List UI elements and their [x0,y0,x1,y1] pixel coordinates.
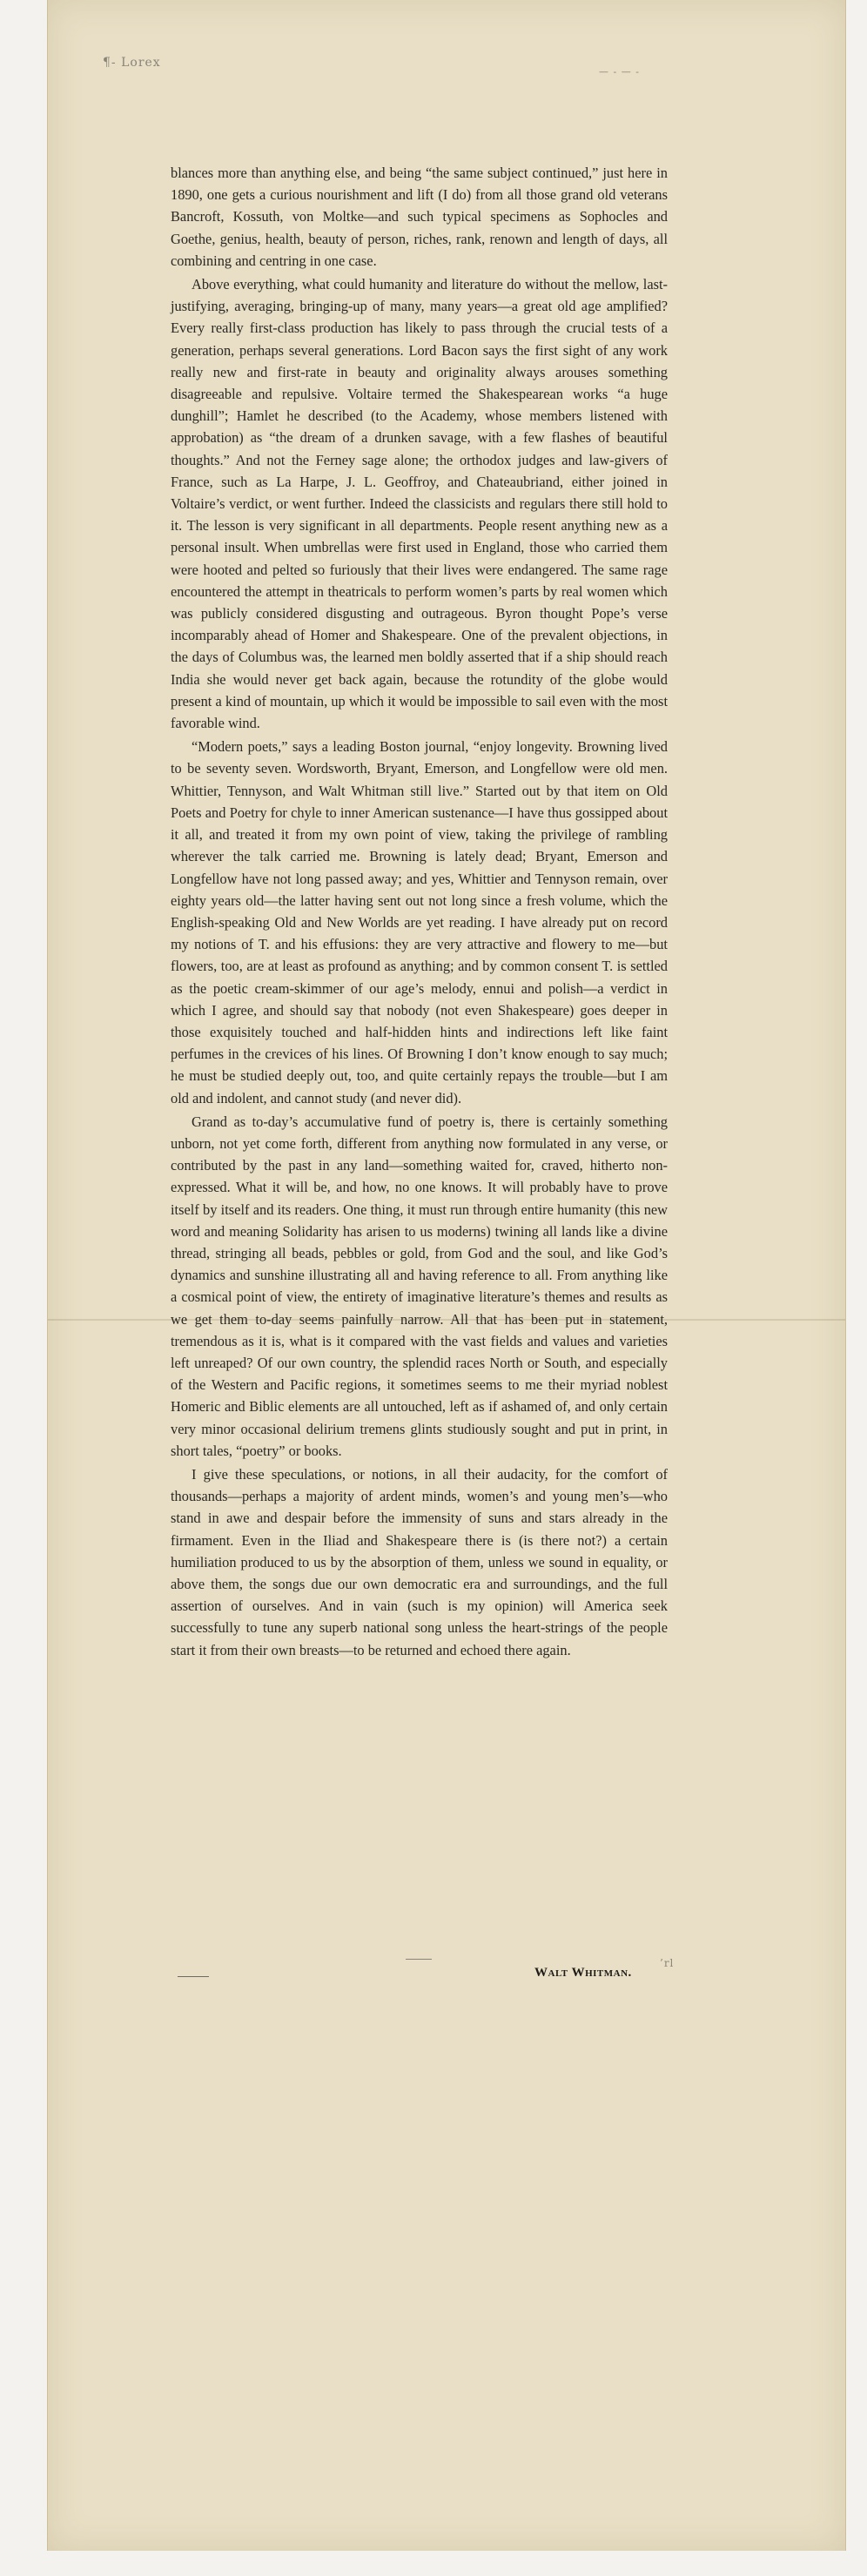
ink-dash-middle [406,1959,432,1960]
paragraph-3: “Modern poets,” says a leading Boston journal, “enjoy longevity. Browning lived to be seventy seven. Wordsworth, Bryant, Emerson, and Longfellow were old men. Whittier, Tennyson, and Walt Whitman still live.” Started out by that item on Old Poets and Poetry for chyle to inner American sustenance—I have thus gossipped about it all, and treated it from my own point of view, taking the privilege of rambling wherever the talk carried me. Browning is lately dead; Bryant, Emerson and Longfellow have not long passed away; and yes, Whittier and Tennyson remain, over eighty years old—the latter having sent out not long since a fresh volume, which the English-speaking Old and New Worlds are yet reading. I have already put on record my notions of T. and his effusions: they are very attractive and flowery to me—but flowers, too, are at least as profound as anything; and by common consent T. is settled as the poetic cream-skimmer of our age’s melody, ennui and polish—a verdict in which I agree, and should say that nobody (not even Shakespeare) goes deeper in those exquisitely touched and half-hidden hints and indirections left like faint perfumes in the crevices of his lines. Of Browning I don’t know enough to say much; he must be studied deeply out, too, and quite certainly repays the trouble—but I am old and indolent, and cannot study (and never did). [171,738,668,1106]
article-body [171,162,668,1661]
paragraph-2: Above everything, what could humanity and literature do without the mellow, last-justifying, averaging, bringing-up of many, many years—a great old age amplified? Every really first-class production has likely to pass through the crucial tests of a generation, perhaps several generations. Lord Bacon says the first sight of any work really new and first-rate in beauty and originality always arouses something disagreeable and repulsive. Voltaire termed the Shakespearean works “a huge dunghill”; Hamlet he described (to the Academy, whose members listened with approbation) as “the dream of a drunken savage, with a few flashes of beautiful thoughts.” And not the Ferney sage alone; the orthodox judges and law-givers of France, such as La Harpe, J. L. Geoffroy, and Chateaubriand, either joined in Voltaire’s verdict, or went further. Indeed the classicists and regulars there still hold to it. The lesson is very significant in all departments. People resent anything new as a personal insult. When umbrellas were first used in England, those who carried them were hooted and pelted so furiously that their lives were endangered. The same rage encountered the attempt in theatricals to perform women’s parts by real women which was publicly considered disgusting and outrageous. Byron thought Pope’s verse incomparably ahead of Homer and Shakespeare. One of the prevalent objections, in the days of Columbus was, the learned men boldly asserted that if a ship should reach India she would never get back again, because the rotundity of the globe would present a kind of mountain, up which it would be impossible to sail even with the most favorable wind. [171,276,668,732]
pencil-mark-top-left: ¶- Lorex [103,56,161,70]
author-signature: Walt Whitman. [534,1966,632,1980]
ink-dash-left [178,1976,209,1977]
paragraph-4: Grand as to-day’s accumulative fund of poetry is, there is certainly something unborn, not yet come forth, different from anything now formulated in any verse, or contributed by the past in any land—something waited for, craved, hitherto non-expressed. What it will be, and how, no one knows. It will probably have to prove itself by itself and its readers. One thing, it must run through entire humanity (this new word and meaning Solidarity has arisen to us moderns) twining all lands like a divine thread, stringing all beads, pebbles or gold, from God and the soul, and like God’s dynamics and sunshine illustrating all and having reference to all. From anything like a cosmical point of view, the entirety of imaginative literature’s themes and results as we get them to-day seems painfully narrow. All that has been put in statement, tremendous as it is, what is it compared with the vast fields and values and varieties left unreaped? Of our own country, the splendid races North or South, and especially of the Western and Pacific regions, it sometimes seems to me their myriad noblest Homeric and Biblic elements are all untouched, left as if ashamed of, and only certain very minor occasional delirium tremens glints studiously sought and put in print, in short tales, “poetry” or books. [171,1113,668,1459]
pencil-mark-bottom-right: ’rl [660,1957,675,1969]
paragraph-1: blances more than anything else, and being “the same subject continued,” just here in 1890, one gets a curious nourishment and lift (I do) from all those grand old veterans Bancroft, Kossuth, von Moltke—and such typical specimens as Sophocles and Goethe, genius, health, beauty of person, riches, rank, renown and length of days, all combining and centring in one case. [171,165,668,269]
pencil-mark-top-right: — - — - [599,66,640,77]
paragraph-5: I give these speculations, or notions, in all their audacity, for the comfort of thousands—perhaps a majority of ardent minds, women’s and young men’s—who stand in awe and despair before the immensity of suns and stars already in the firmament. Even in the Iliad and Shakespeare there is (is there not?) a certain humiliation produced to us by the absorption of them, unless we sound in equality, or above them, the songs due our own democratic era and surroundings, and the full assertion of ourselves. And in vain (such is my opinion) will America seek successfully to tune any superb national song unless the heart-strings of the people start it from their own breasts—to be returned and echoed there again. [171,1465,668,1658]
